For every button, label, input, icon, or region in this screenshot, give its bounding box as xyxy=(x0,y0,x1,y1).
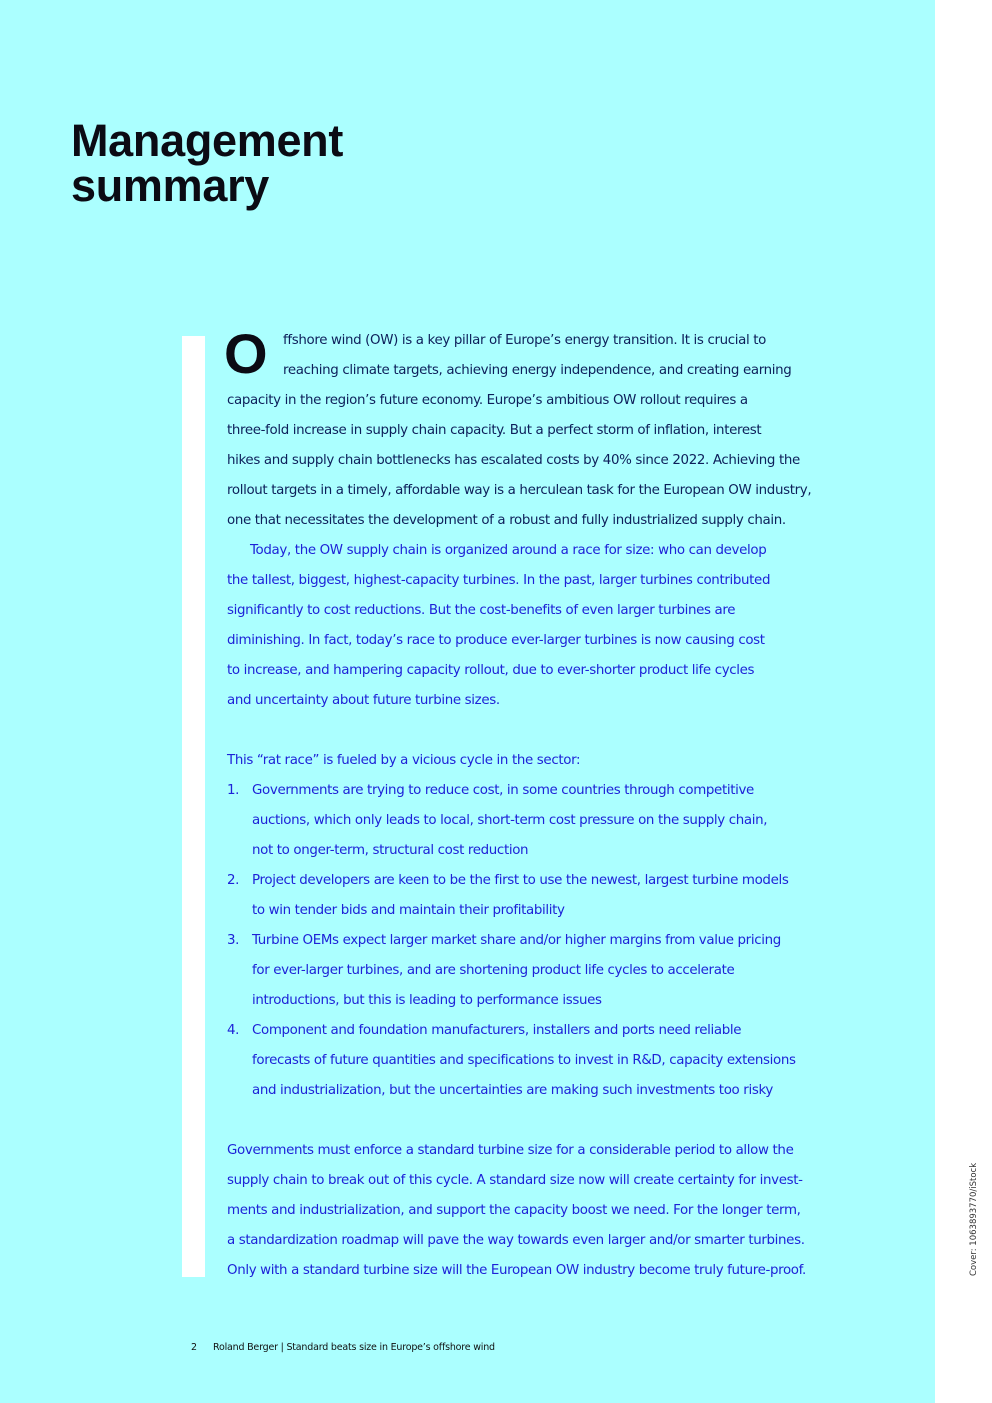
paragraph-line: one that necessitates the development of a robust and fully industrialized supply chain. xyxy=(227,513,786,528)
list-item-text: to win tender bids and maintain their profitability xyxy=(252,903,565,918)
page-number: 2 xyxy=(191,1342,197,1353)
blank-line xyxy=(227,716,867,746)
list-item-text: Turbine OEMs expect larger market share and/or higher margins from value pricing xyxy=(252,933,781,948)
page-title xyxy=(71,115,344,211)
image-credit: Cover: 1063893770/iStock xyxy=(969,1162,979,1276)
list-item-line xyxy=(227,1016,867,1046)
title-line-1: Management xyxy=(71,115,344,166)
footer xyxy=(191,1342,495,1353)
list-number: 2. xyxy=(227,873,240,888)
paragraph-line: ffshore wind (OW) is a key pillar of Europe’s energy transition. It is crucial to xyxy=(283,333,767,348)
paragraph-line: rollout targets in a timely, affordable way is a herculean task for the European OW industry, xyxy=(227,483,812,498)
list-item-line xyxy=(227,776,867,806)
list-item-line xyxy=(227,926,867,956)
paragraph-line: Today, the OW supply chain is organized around a race for size: who can develop xyxy=(250,543,767,558)
list-number: 4. xyxy=(227,1023,240,1038)
list-item-line xyxy=(227,806,867,836)
footer-text: Roland Berger | Standard beats size in Europe’s offshore wind xyxy=(213,1342,495,1353)
conclusion-line: ments and industrialization, and support the capacity boost we need. For the longer term, xyxy=(227,1203,801,1218)
list-item-text: forecasts of future quantities and specifications to invest in R&D, capacity extensions xyxy=(252,1053,796,1068)
list-item-text: auctions, which only leads to local, short-term cost pressure on the supply chain, xyxy=(252,813,768,828)
paragraph-line: significantly to cost reductions. But the cost-benefits of even larger turbines are xyxy=(227,603,736,618)
list-item-text: Project developers are keen to be the first to use the newest, largest turbine models xyxy=(252,873,789,888)
list-item-line xyxy=(227,866,867,896)
paragraph-line: reaching climate targets, achieving energy independence, and creating earning xyxy=(283,363,792,378)
list-item-line xyxy=(227,986,867,1016)
paragraph-line: to increase, and hampering capacity rollout, due to ever-shorter product life cycles xyxy=(227,663,755,678)
list-item-text: Component and foundation manufacturers, installers and ports need reliable xyxy=(252,1023,742,1038)
list-item-line xyxy=(227,1076,867,1106)
list-item-text: not to onger-term, structural cost reduction xyxy=(252,843,529,858)
paragraph-line: This “rat race” is fueled by a vicious cycle in the sector: xyxy=(227,753,581,768)
paragraph-line: the tallest, biggest, highest-capacity turbines. In the past, larger turbines contributed xyxy=(227,573,771,588)
drop-cap: O xyxy=(224,322,268,385)
conclusion-line: Only with a standard turbine size will the European OW industry become truly future-proof. xyxy=(227,1263,806,1278)
paragraph-line: three-fold increase in supply chain capacity. But a perfect storm of inflation, interest xyxy=(227,423,762,438)
paragraph-line: capacity in the region’s future economy. Europe’s ambitious OW rollout requires a xyxy=(227,393,748,408)
conclusion-line: supply chain to break out of this cycle. A standard size now will create certainty for invest- xyxy=(227,1173,803,1188)
list-item-line xyxy=(227,836,867,866)
list-item-line xyxy=(227,896,867,926)
list-number: 1. xyxy=(227,783,240,798)
list-number: 3. xyxy=(227,933,240,948)
list-item-line xyxy=(227,956,867,986)
list-item-text: for ever-larger turbines, and are shortening product life cycles to accelerate xyxy=(252,963,735,978)
list-item-text: introductions, but this is leading to performance issues xyxy=(252,993,602,1008)
blank-line xyxy=(227,1106,867,1136)
list-item-text: and industrialization, but the uncertainties are making such investments too risky xyxy=(252,1083,773,1098)
paragraph-line: hikes and supply chain bottlenecks has escalated costs by 40% since 2022. Achieving the xyxy=(227,453,800,468)
list-item-line xyxy=(227,1046,867,1076)
conclusion-line: a standardization roadmap will pave the way towards even larger and/or smarter turbines. xyxy=(227,1233,805,1248)
paragraph-line: diminishing. In fact, today’s race to produce ever-larger turbines is now causing cost xyxy=(227,633,765,648)
list-item-text: Governments are trying to reduce cost, in some countries through competitive xyxy=(252,783,754,798)
summary-body xyxy=(224,322,867,1286)
accent-bar xyxy=(182,336,205,1277)
paragraph-line: and uncertainty about future turbine sizes. xyxy=(227,693,500,708)
conclusion-line: Governments must enforce a standard turbine size for a considerable period to allow the xyxy=(227,1143,794,1158)
title-line-2: summary xyxy=(71,160,270,211)
